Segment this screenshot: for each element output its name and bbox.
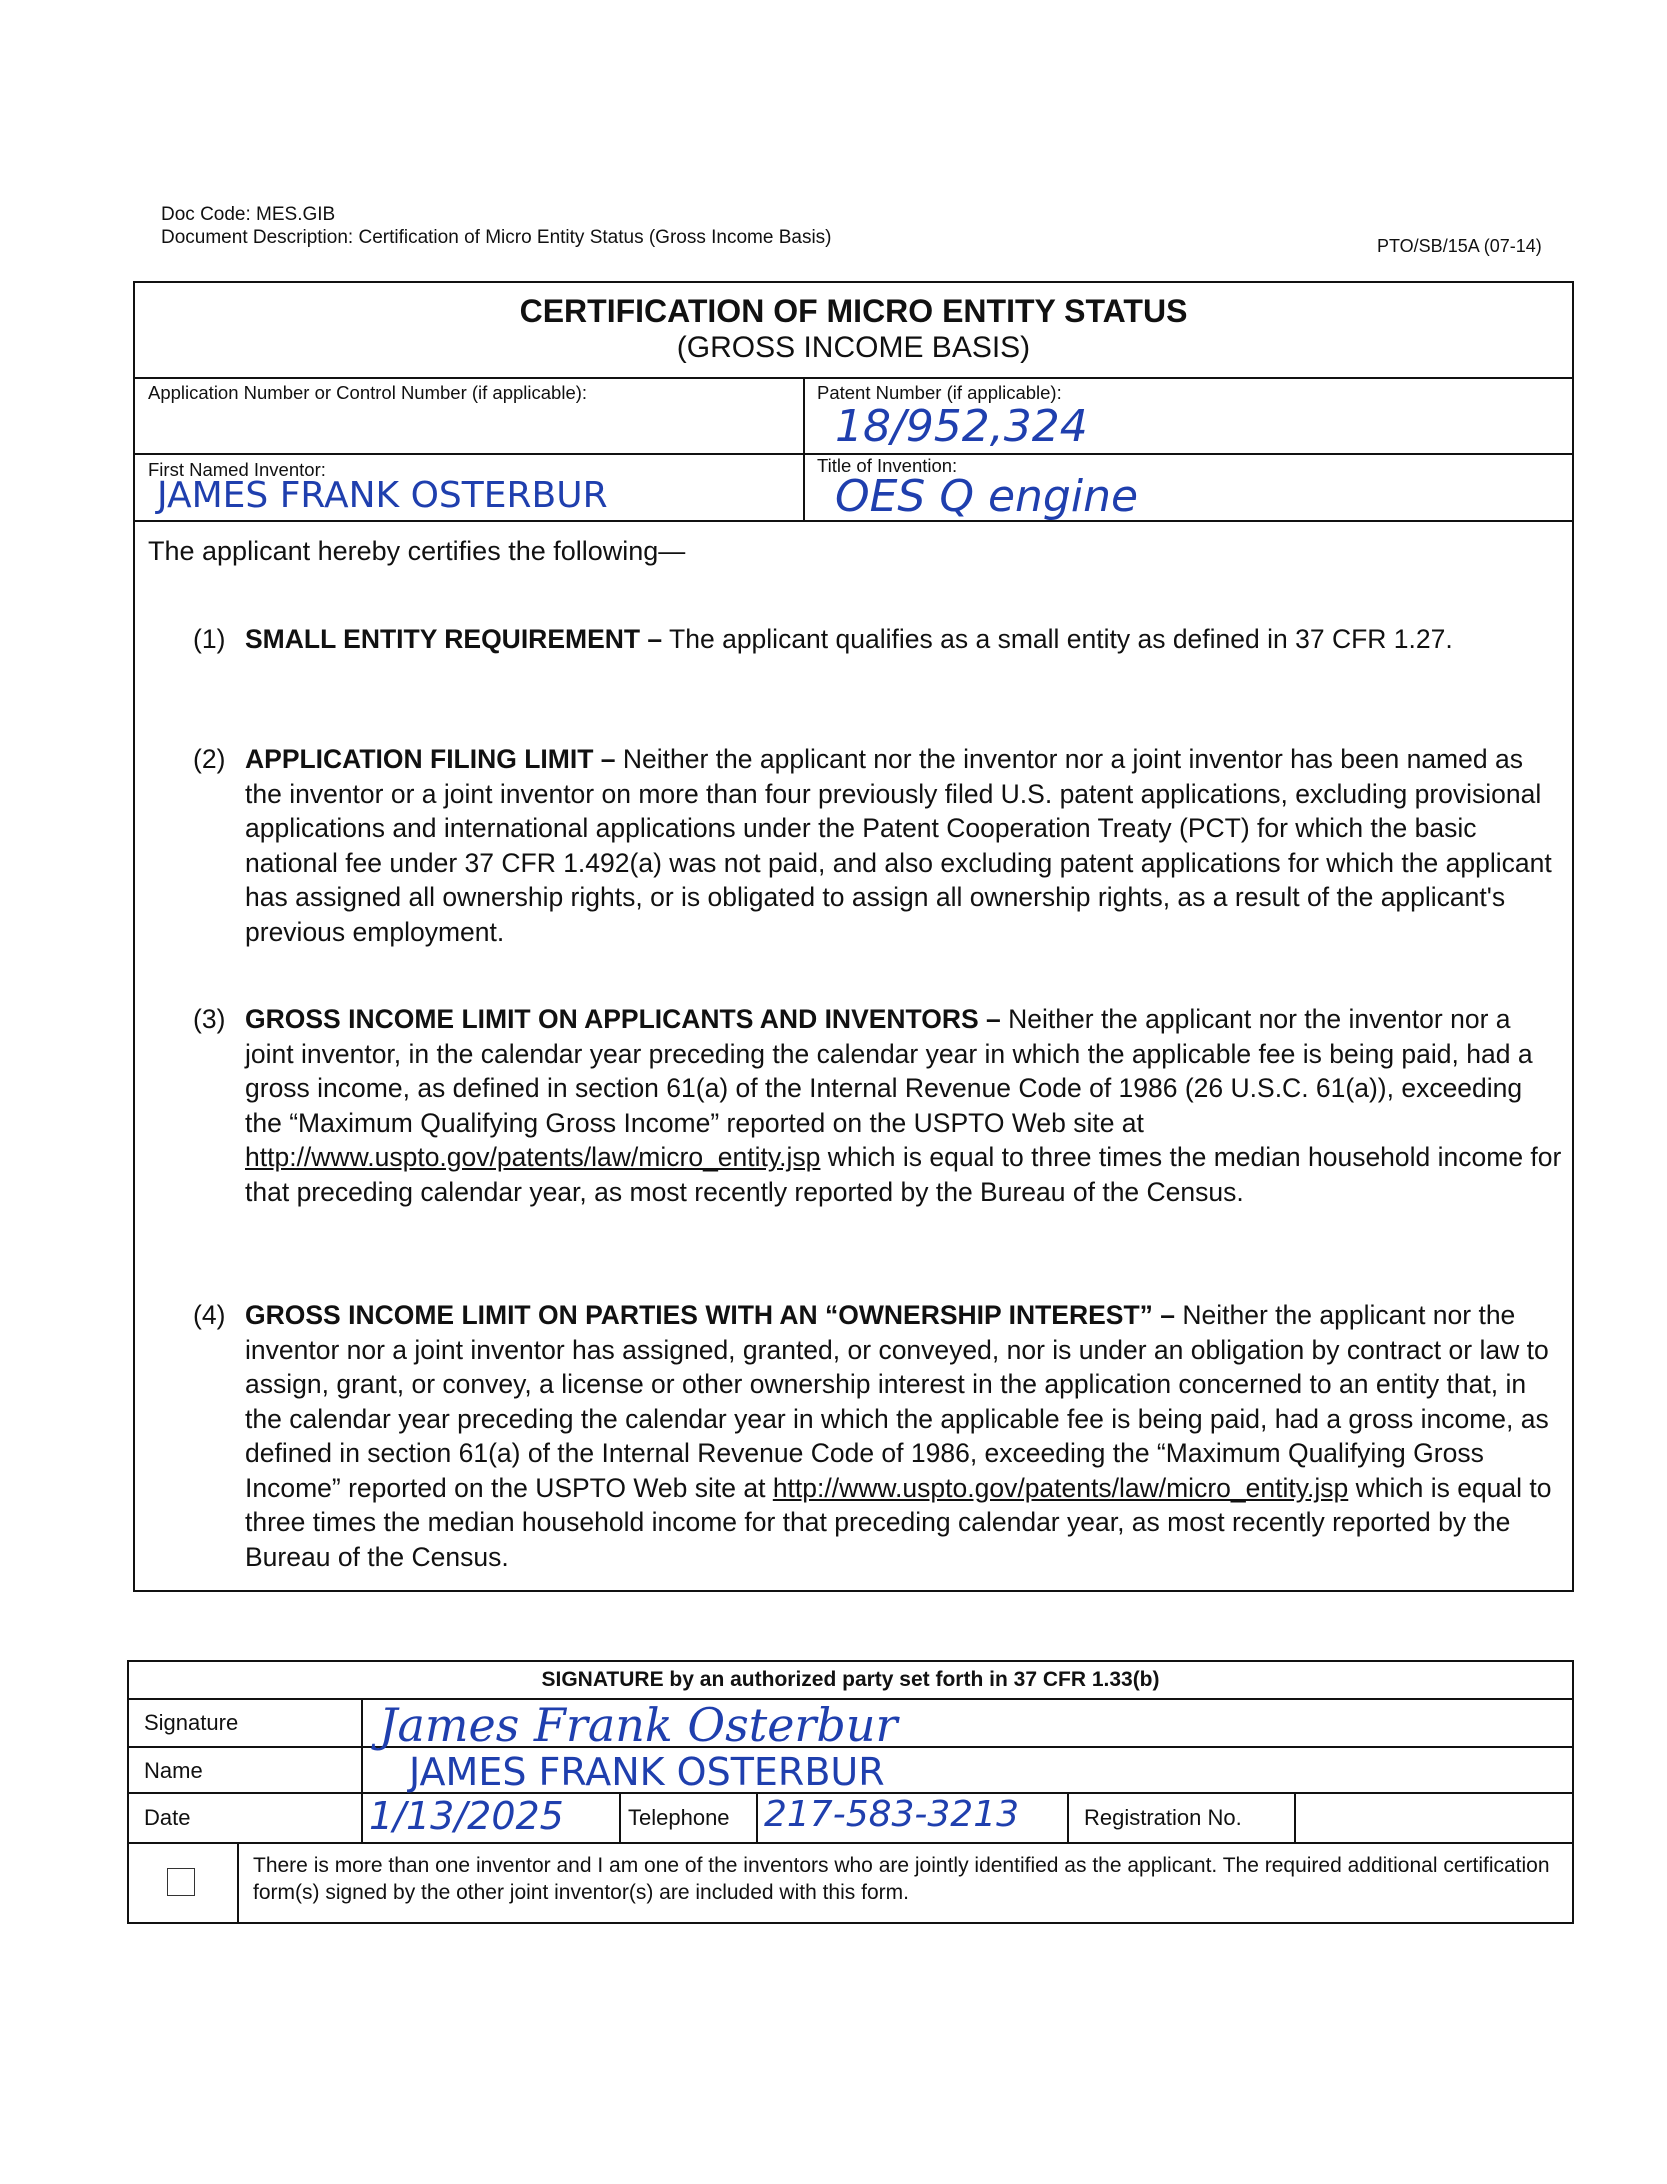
item-body: Neither the applicant nor the inventor nor a joint inventor has assigned, granted, or conveyed, nor is under an obligation by contract or law to assign, grant, or convey, a license or other ownership interest in the application concerned to an entity that, in the calendar year preceding the calendar year in which the applicable fee is being paid, had a gross income, as defined in section 61(a) of the Internal Revenue Code of 1986, exceeding the “Maximum Qualifying Gross Income” reported on the USPTO Web site at [245,1300,1549,1503]
item-filing-limit [193,742,1563,949]
item-number: (2) [193,744,226,774]
uspto-link[interactable]: http://www.uspto.gov/patents/law/micro_entity.jsp [245,1142,821,1172]
item-number: (4) [193,1300,226,1330]
telephone-field[interactable]: 217-583-3213 [764,1794,1020,1835]
name-label: Name [144,1758,203,1783]
first-inventor-label: First Named Inventor: [148,459,326,480]
form-title: CERTIFICATION OF MICRO ENTITY STATUS [519,293,1188,329]
signature-heading: SIGNATURE by an authorized party set forth in 37 CFR 1.33(b) [541,1668,1160,1691]
name-field[interactable]: JAMES FRANK OSTERBUR [409,1750,885,1794]
patent-number-field[interactable]: 18/952,324 [835,401,1088,452]
doc-code: Doc Code: MES.GIB [161,204,336,225]
item-heading: GROSS INCOME LIMIT ON PARTIES WITH AN “OWNERSHIP INTEREST” – [245,1300,1175,1330]
item-heading: APPLICATION FILING LIMIT – [245,744,616,774]
item-body: Neither the applicant nor the inventor nor a joint inventor has been named as the inventor or a joint inventor on more than four previously filed U.S. patent applications, excluding provisional applications and international applications under the Patent Cooperation Treaty (PCT) for which the basic national fee under 37 CFR 1.492(a) was not paid, and also excluding patent applications for which the applicant has assigned all ownership rights, or is obligated to assign all ownership rights, as a result of the applicant's previous employment. [245,744,1552,947]
item-heading: SMALL ENTITY REQUIREMENT – [245,624,663,654]
item-body: which is equal to three times the median household income for that preceding calendar year, as most recently reported by the Bureau of the Census. [245,1142,1562,1207]
item-number: (1) [193,624,226,654]
item-body: The applicant qualifies as a small entity as defined in 37 CFR 1.27. [662,624,1453,654]
joint-inventor-checkbox[interactable] [167,1868,195,1896]
item-body: Neither the applicant nor the inventor nor a joint inventor, in the calendar year preceding the calendar year in which the applicable fee is being paid, had a gross income, as defined in section 61(a) of the Internal Revenue Code of 1986 (26 U.S.C. 61(a)), exceeding the “Maximum Qualifying Gross Income” reported on the USPTO Web site at [245,1004,1533,1138]
item-body: which is equal to three times the median household income for that preceding calendar year, as most recently reported by the Bureau of the Census. [245,1472,1552,1572]
telephone-label: Telephone [628,1805,730,1830]
item-gross-income-ownership [193,1298,1563,1574]
divider [756,1792,758,1842]
item-small-entity [193,622,1563,657]
patent-number-label: Patent Number (if applicable): [817,382,1062,403]
signature-block [127,1660,1574,1924]
item-heading: GROSS INCOME LIMIT ON APPLICANTS AND INVENTORS – [245,1004,1001,1034]
uspto-link[interactable]: http://www.uspto.gov/patents/law/micro_entity.jsp [772,1472,1349,1503]
divider [1294,1792,1296,1842]
item-number: (3) [193,1004,226,1034]
divider [361,1698,363,1842]
date-label: Date [144,1805,191,1830]
application-number-label: Application Number or Control Number (if applicable): [148,382,588,403]
signature-field[interactable]: James Frank Osterbur [379,1698,898,1752]
title-of-invention-label: Title of Invention: [817,455,958,476]
divider [237,1842,239,1922]
joint-inventor-text: There is more than one inventor and I am one of the inventors who are jointly identified as the applicant. The required additional certification form(s) signed by the other joint inventor(s) are included with this form. [253,1854,1550,1904]
date-field[interactable]: 1/13/2025 [369,1794,564,1838]
divider [619,1792,621,1842]
form-subtitle: (GROSS INCOME BASIS) [676,331,1031,364]
registration-label: Registration No. [1084,1805,1242,1830]
divider [129,1842,1572,1844]
signature-label: Signature [144,1710,239,1735]
form-id: PTO/SB/15A (07-14) [1377,236,1542,256]
item-gross-income-applicants [193,1002,1563,1209]
divider [803,377,805,521]
first-inventor-field[interactable]: JAMES FRANK OSTERBUR [157,475,608,516]
divider [135,377,1572,379]
divider [1067,1792,1069,1842]
certify-intro: The applicant hereby certifies the following— [148,536,686,566]
title-of-invention-field[interactable]: OES Q engine [835,471,1139,522]
doc-description: Document Description: Certification of Micro Entity Status (Gross Income Basis) [161,227,832,248]
